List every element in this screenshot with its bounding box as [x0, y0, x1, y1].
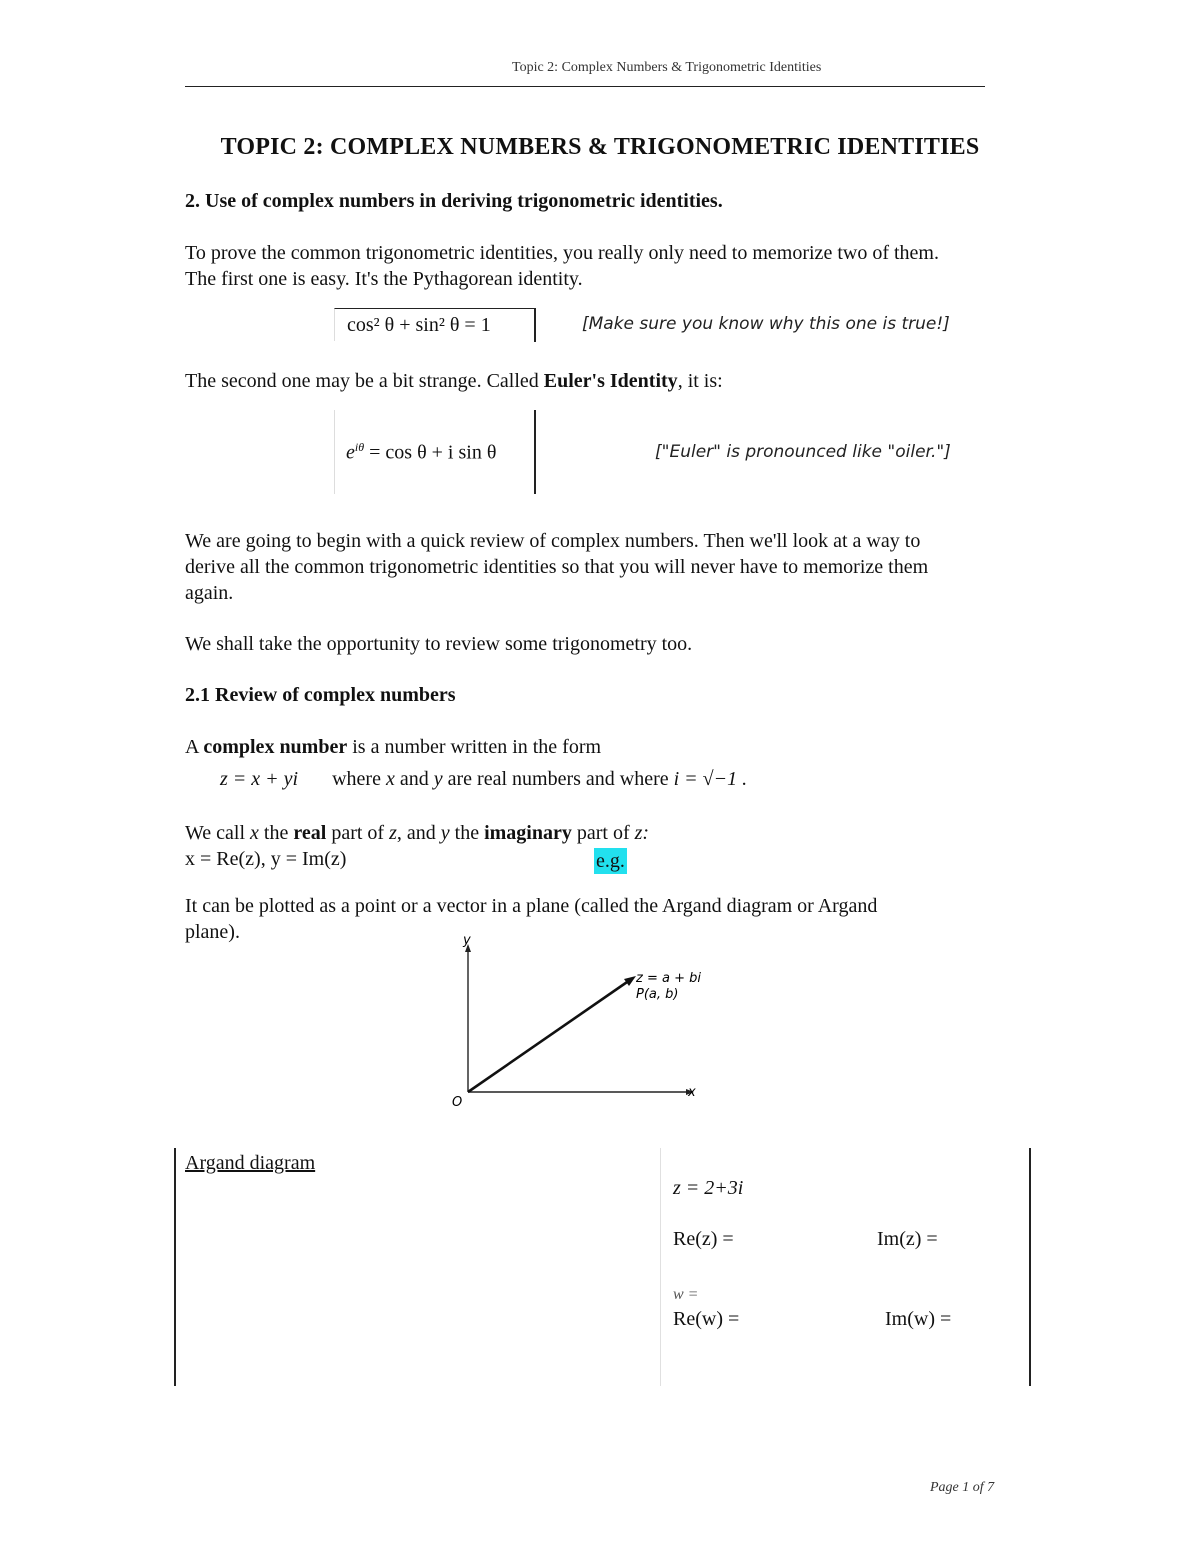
vector-arrow	[624, 976, 636, 986]
intro-line-2: The first one is easy. It's the Pythagorean identity.	[185, 268, 583, 290]
pythagorean-box-rule	[534, 308, 536, 342]
section-2-heading: 2. Use of complex numbers in deriving trigonometric identities.	[185, 190, 723, 212]
euler-identity-term: Euler's Identity	[543, 370, 678, 392]
plot-line-1: It can be plotted as a point or a vector in a plane (called the Argand diagram or Argand	[185, 895, 878, 917]
euler-exponent: iθ	[354, 440, 365, 454]
euler-note: ["Euler" is pronounced like "oiler."]	[655, 442, 951, 462]
point-label-z: z = a + bi	[636, 971, 701, 986]
euler-e: e	[346, 441, 355, 464]
plan-line-1: We are going to begin with a quick review of complex numbers. Then we'll look at a way to	[185, 530, 921, 552]
euler-box-rule	[534, 410, 536, 494]
plan-line-3: again.	[185, 582, 234, 604]
origin-label: O	[452, 1095, 463, 1110]
complex-definition	[185, 734, 601, 760]
re-im-notation: x = Re(z), y = Im(z)	[185, 848, 347, 870]
w-definition: w =	[673, 1286, 699, 1303]
z-definition: z = 2+3i	[673, 1177, 744, 1199]
call-and: , and	[396, 822, 441, 844]
vector-line	[468, 980, 630, 1092]
argand-diagram-heading: Argand diagram	[185, 1152, 316, 1174]
y-axis-label: y	[463, 933, 471, 948]
worksheet-divider	[660, 1148, 661, 1386]
im-z-prompt: Im(z) =	[877, 1228, 938, 1250]
form-where: where	[332, 768, 386, 790]
header-rule	[185, 86, 985, 87]
euler-intro	[185, 368, 723, 394]
i-definition: i = √−1 .	[673, 768, 748, 790]
euler-rhs: = cos θ + i sin θ	[364, 441, 497, 464]
argand-drawing-area[interactable]	[186, 1176, 656, 1381]
call-the: the	[258, 822, 294, 844]
form-y: y	[433, 768, 443, 790]
real-imag-definition	[185, 820, 649, 846]
call-partof-2: part of	[571, 822, 635, 844]
intro-line-1: To prove the common trigonometric identities, you really only need to memorize two of them.	[185, 242, 939, 264]
plan-line-2: derive all the common trigonometric identities so that you will never have to memorize them	[185, 556, 929, 578]
worksheet-left-border	[174, 1148, 176, 1386]
call-z: z	[389, 822, 397, 844]
form-and: and	[394, 768, 434, 790]
running-header: Topic 2: Complex Numbers & Trigonometric Identities	[512, 60, 822, 75]
call-we: We call	[185, 822, 251, 844]
x-axis-label: x	[688, 1085, 696, 1100]
page-title: TOPIC 2: COMPLEX NUMBERS & TRIGONOMETRIC IDENTITIES	[220, 134, 980, 160]
im-w-prompt: Im(w) =	[885, 1308, 952, 1330]
call-z-2: z:	[634, 822, 650, 844]
def-term: complex number	[203, 736, 348, 758]
euler-formula	[346, 440, 496, 465]
form-where-2: are real numbers and where	[442, 768, 674, 790]
argand-figure	[440, 930, 720, 1115]
point-label-p: P(a, b)	[636, 987, 679, 1002]
call-y: y	[440, 822, 450, 844]
euler-intro-pre: The second one may be a bit strange. Called	[185, 370, 544, 392]
pythagorean-note: [Make sure you know why this one is true!]	[582, 314, 950, 334]
complex-form-equation: z = x + yi	[220, 768, 299, 790]
def-pre: A	[185, 736, 204, 758]
form-x: x	[385, 768, 395, 790]
re-w-prompt: Re(w) =	[673, 1308, 740, 1330]
pythagorean-formula: cos² θ + sin² θ = 1	[347, 314, 491, 336]
trig-review-line: We shall take the opportunity to review some trigonometry too.	[185, 633, 693, 655]
complex-form-line	[220, 766, 747, 792]
call-partof: part of	[326, 822, 390, 844]
real-term: real	[293, 822, 327, 844]
page-number: Page 1 of 7	[930, 1480, 995, 1495]
call-the-2: the	[449, 822, 485, 844]
worksheet-right-border	[1029, 1148, 1031, 1386]
call-x: x	[250, 822, 259, 844]
plot-line-2: plane).	[185, 921, 240, 943]
def-post: is a number written in the form	[347, 736, 602, 758]
imaginary-term: imaginary	[484, 822, 572, 844]
section-2-1-heading: 2.1 Review of complex numbers	[185, 684, 456, 706]
euler-intro-post: , it is:	[677, 370, 723, 392]
re-z-prompt: Re(z) =	[673, 1228, 734, 1250]
eg-highlight: e.g.	[596, 850, 625, 872]
